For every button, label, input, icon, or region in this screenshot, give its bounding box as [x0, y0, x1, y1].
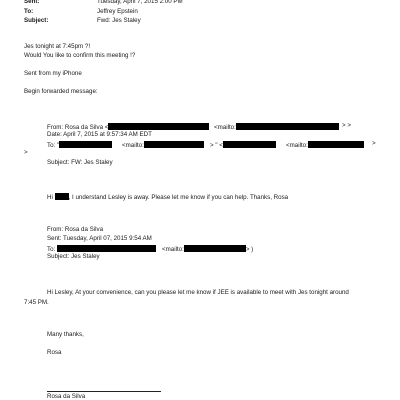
redaction-box: [144, 141, 204, 148]
fwd2-sig-name: Rosa da Silva: [47, 393, 86, 400]
fwd2-sent: Sent: Tuesday, April 07, 2015 9:54 AM: [47, 235, 152, 242]
fwd2-to-line: [47, 245, 156, 253]
redaction-box: [236, 123, 339, 130]
fwd2-msg-line1: Hi Lesley, At your convenience, can you please let me know if JEE is available to meet with Jes tonight around: [47, 289, 349, 296]
fwd1-close: > >: [342, 122, 351, 129]
redaction-box: [184, 245, 246, 252]
fwd1-subject: Subject: FW: Jes Staley: [47, 159, 113, 166]
begin-forwarded: Begin forwarded message:: [24, 88, 98, 95]
fwd1-mailto: <mailto:: [214, 124, 236, 131]
fwd1-to-mid-line: [210, 141, 276, 149]
fwd1-to-close: >: [372, 140, 376, 147]
fwd1-to-prefix: To: ": [47, 142, 60, 149]
fwd2-to-close: > ): [245, 246, 254, 253]
redaction-box: [55, 193, 69, 200]
sent-label: Sent:: [24, 0, 40, 5]
fwd1-to-mailto-line: [122, 141, 204, 149]
to-value: Jeffrey Epstein: [97, 8, 138, 15]
fwd1-msg-hi: Hi: [47, 194, 53, 201]
fwd2-to-label: To:: [47, 246, 56, 253]
subject-value: Fwd: Jes Staley: [97, 17, 141, 24]
fwd1-wrap-close: >: [24, 149, 28, 156]
sent-from: Sent from my iPhone: [24, 70, 82, 77]
body-line1: Jes tonight at 7:45pm ?!: [24, 43, 91, 50]
fwd2-to-mailto: <mailto:: [162, 246, 184, 253]
fwd1-to-mailto2-line: [286, 141, 364, 149]
fwd1-mailto-line: [214, 123, 339, 131]
fwd2-msg-line2: 7:45 PM.: [24, 299, 49, 306]
sent-value: Tuesday, April 7, 2015 2:00 PM: [97, 0, 183, 5]
to-label: To:: [24, 8, 34, 15]
fwd2-to-mailto-line: [162, 245, 253, 253]
body-line2: Would You like to confirm this meeting !?: [24, 52, 136, 59]
fwd2-from: From: Rosa da Silva: [47, 226, 104, 233]
redaction-box: [57, 245, 156, 252]
redaction-box: [308, 141, 364, 148]
signature-divider: [47, 391, 161, 392]
fwd1-to-mailto2: <mailto:: [286, 142, 308, 149]
redaction-box: [223, 141, 276, 148]
redaction-box: [108, 123, 209, 130]
fwd2-thanks: Many thanks,: [47, 331, 84, 338]
fwd2-subject: Subject: Jes Staley: [47, 253, 100, 260]
fwd1-from-line: [47, 123, 209, 131]
redaction-box: [59, 141, 112, 148]
fwd1-to-mailto: <mailto:: [122, 142, 144, 149]
fwd1-msg-rest: , I understand Lesley is away. Please let me know if you can help. Thanks, Rosa: [68, 194, 289, 201]
fwd1-to-mid: > " <: [210, 142, 223, 149]
fwd2-sign: Rosa: [47, 349, 62, 356]
subject-label: Subject:: [24, 17, 49, 24]
fwd1-from-prefix: From: Rosa da Silva <: [47, 124, 109, 131]
fwd1-date: Date: April 7, 2015 at 9:57:34 AM EDT: [47, 131, 152, 138]
fwd1-message: [47, 193, 288, 201]
fwd1-to-line: [47, 141, 112, 149]
